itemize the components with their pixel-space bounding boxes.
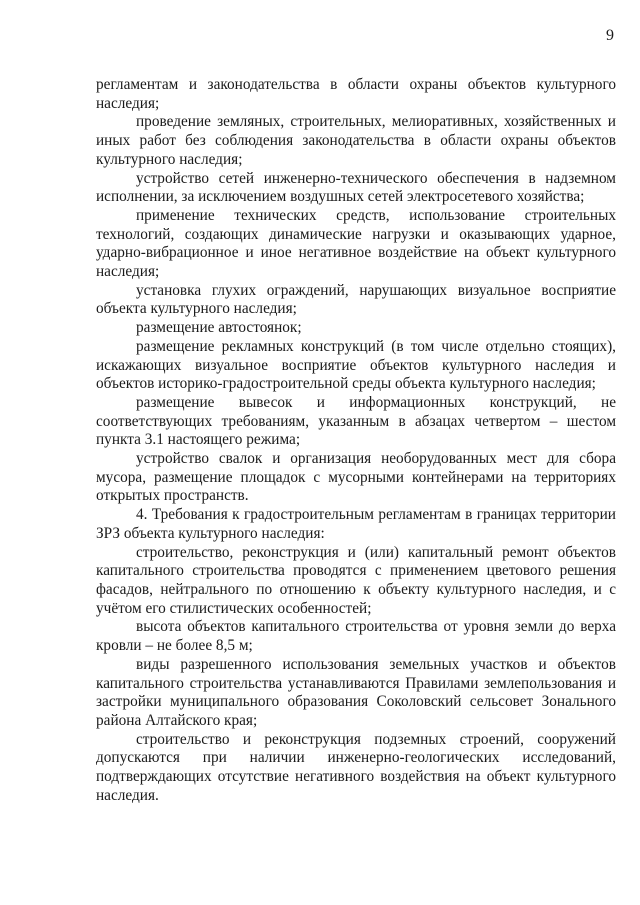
paragraph-building-height: высота объектов капитального строительства от уровня земли до верха кровли – не более 8,5 м;	[96, 618, 616, 655]
paragraph-signage: размещение вывесок и информационных конструкций, не соответствующих требованиям, указанным в абзацах четвертом – шестом пункта 3.1 настоящего режима;	[96, 393, 616, 449]
paragraph-technical-means: применение технических средств, использование строительных технологий, создающих динамические нагрузки и оказывающих ударное, ударно-вибрационное и иное негативное воздействие на объект культурного наследия;	[96, 206, 616, 281]
paragraph-earthworks: проведение земляных, строительных, мелиоративных, хозяйственных и иных работ без соблюдения законодательства в области охраны объектов культурного наследия;	[96, 113, 616, 168]
paragraph-parking: размещение автостоянок;	[136, 319, 302, 337]
document-body	[96, 76, 616, 805]
paragraph-fences: установка глухих ограждений, нарушающих визуальное восприятие объекта культурного наследия;	[96, 281, 616, 318]
page-number: 9	[606, 27, 614, 44]
paragraph-advertising: размещение рекламных конструкций (в том числе отдельно стоящих), искажающих визуальное восприятие объектов культурного наследия и объектов историко-градостроительной среды объекта культурного наследия;	[96, 337, 616, 393]
paragraph-construction-color: строительство, реконструкция и (или) капитальный ремонт объектов капитального строительства проводятся с применением цветового решения фасадов, нейтрального по отношению к объекту культурного наследия, и с учётом его стилистических особенностей;	[96, 543, 616, 617]
paragraph-section-4-heading: 4. Требования к градостроительным регламентам в границах территории ЗРЗ объекта культурного наследия:	[96, 506, 616, 542]
paragraph-continuation: регламентам и законодательства в области охраны объектов культурного наследия;	[96, 76, 616, 112]
paragraph-engineering-networks: устройство сетей инженерно-технического обеспечения в надземном исполнении, за исключением воздушных сетей электросетевого хозяйства;	[96, 169, 616, 206]
paragraph-underground: строительство и реконструкция подземных строений, сооружений допускаются при наличии инженерно-геологических исследований, подтверждающих отсутствие негативного воздействия на объект культурного наследия.	[96, 730, 616, 804]
paragraph-dumps: устройство свалок и организация необорудованных мест для сбора мусора, размещение площадок с мусорными контейнерами на территориях открытых пространств.	[96, 450, 616, 505]
paragraph-land-use: виды разрешенного использования земельных участков и объектов капитального строительства устанавливаются Правилами землепользования и застройки муниципального образования Соколовский сельсовет Зонального района Алтайского края;	[96, 655, 616, 729]
